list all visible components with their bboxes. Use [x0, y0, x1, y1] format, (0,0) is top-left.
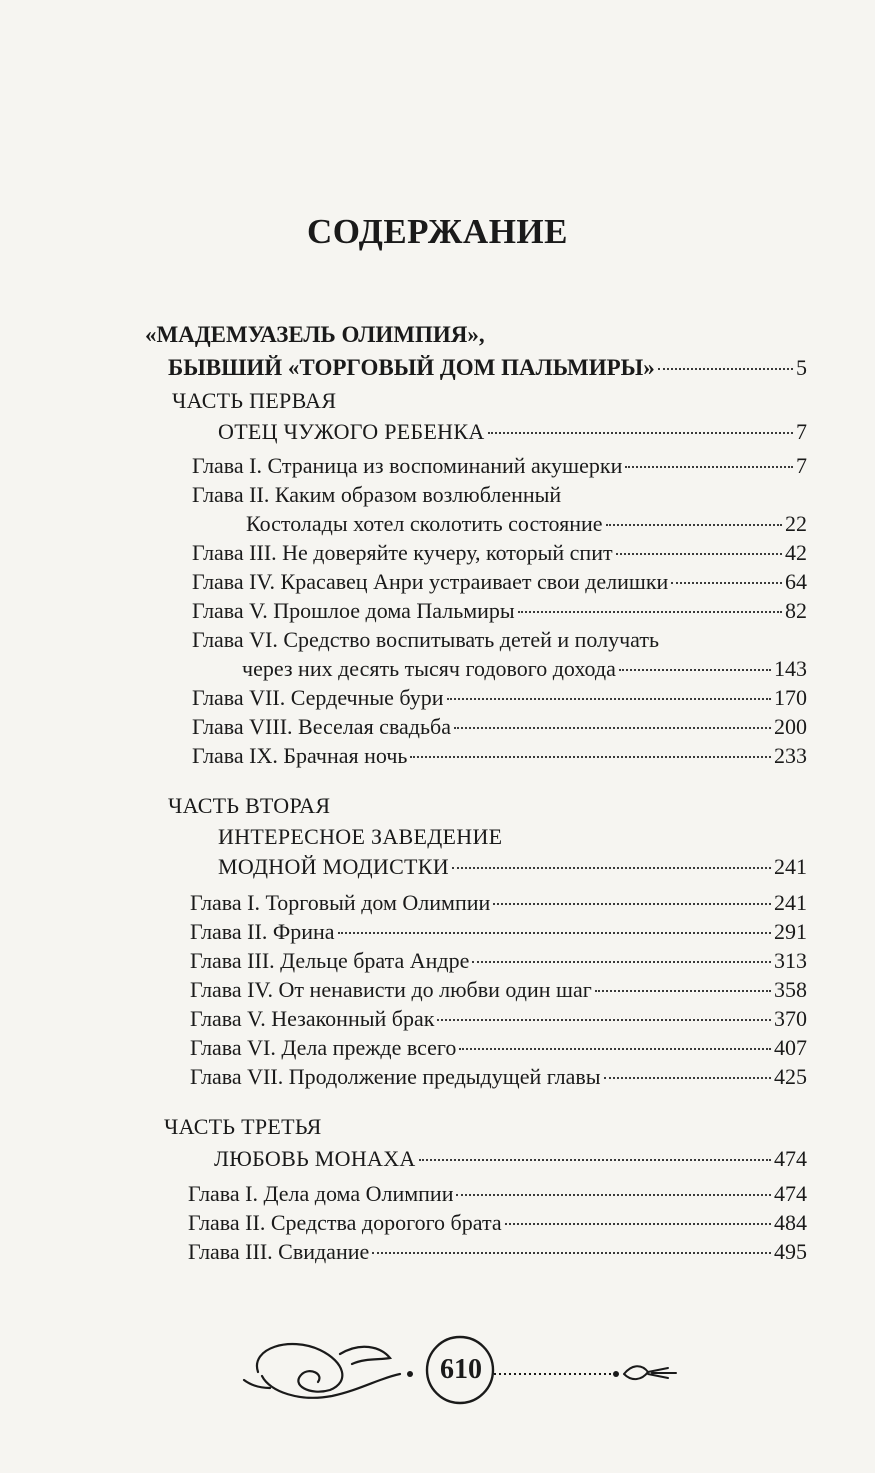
chapter-title: Глава VIII. Веселая свадьба [192, 714, 451, 739]
page-ref: 474 [774, 1146, 807, 1171]
chapter-title: Глава I. Торговый дом Олимпии [190, 890, 491, 915]
chapter-title: Глава IV. Красавец Анри устраивает свои делишки [192, 569, 669, 594]
toc-entry-part2[interactable] [218, 854, 807, 884]
page-ref: 22 [785, 511, 807, 536]
dot-leader [472, 961, 771, 963]
toc-entry-chapter[interactable] [192, 453, 807, 483]
page-ref: 170 [774, 685, 807, 710]
chapter-title: Глава II. Каким образом возлюбленный [192, 482, 562, 507]
page-title: СОДЕРЖАНИЕ [306, 212, 568, 251]
page-ref: 291 [774, 919, 807, 944]
dot-leader [456, 1194, 771, 1196]
chapter-title: Глава VII. Продолжение предыдущей главы [190, 1064, 601, 1089]
part2-subtitle-line1: ИНТЕРЕСНОЕ ЗАВЕДЕНИЕ [218, 824, 503, 849]
dot-leader [419, 1159, 771, 1161]
dot-leader [619, 669, 771, 671]
dot-leader [606, 524, 782, 526]
toc-entry-chapter[interactable] [188, 1239, 807, 1269]
toc-entry-chapter[interactable] [190, 1006, 807, 1036]
ornament-dot [407, 1371, 413, 1377]
toc-entry-chapter[interactable] [192, 714, 807, 744]
dot-leader [518, 611, 782, 613]
dot-leader [410, 756, 771, 758]
dot-leader [459, 1048, 771, 1050]
chapter-title: Глава I. Страница из воспоминаний акушерки [192, 453, 623, 478]
dot-leader [372, 1252, 771, 1254]
chapter-title: Глава II. Фрина [190, 919, 335, 944]
chapter-title: Глава IV. От ненависти до любви один шаг [190, 977, 592, 1002]
chapter-title: Глава IX. Брачная ночь [192, 743, 408, 768]
ornament-dot [613, 1371, 619, 1377]
page-ref: 495 [774, 1239, 807, 1264]
dot-leader [505, 1223, 771, 1225]
toc-entry-chapter[interactable] [190, 948, 807, 978]
page-ref: 407 [774, 1035, 807, 1060]
toc-entry-chapter[interactable] [190, 1035, 807, 1065]
chapter-title: Глава VI. Средство воспитывать детей и получать [192, 627, 660, 652]
main-work-title-line2: БЫВШИЙ «ТОРГОВЫЙ ДОМ ПАЛЬМИРЫ» [168, 355, 655, 380]
page-ref: 7 [796, 453, 807, 478]
dot-leader [454, 727, 771, 729]
toc-entry-chapter[interactable] [192, 569, 807, 599]
page-ref: 200 [774, 714, 807, 739]
page-ref: 143 [774, 656, 807, 681]
dot-leader [671, 582, 782, 584]
part3-subtitle: ЛЮБОВЬ МОНАХА [214, 1146, 416, 1171]
page-ref: 484 [774, 1210, 807, 1235]
toc-entry-chapter[interactable] [190, 890, 807, 920]
toc-entry-chapter[interactable] [246, 511, 807, 541]
page-ref: 82 [785, 598, 807, 623]
page-ref: 241 [774, 854, 807, 879]
main-work-title-line1: «МАДЕМУАЗЕЛЬ ОЛИМПИЯ», [145, 322, 485, 347]
dot-leader [625, 466, 793, 468]
toc-entry-chapter[interactable] [190, 977, 807, 1007]
toc-entry-chapter[interactable] [188, 1181, 807, 1211]
part3-heading: ЧАСТЬ ТРЕТЬЯ [164, 1114, 322, 1139]
part1-subtitle: ОТЕЦ ЧУЖОГО РЕБЕНКА [218, 419, 485, 444]
chapter-title: Глава III. Свидание [188, 1239, 370, 1264]
page-ref: 233 [774, 743, 807, 768]
toc-entry-chapter[interactable] [192, 598, 807, 628]
chapter-title: Глава I. Дела дома Олимпии [188, 1181, 454, 1206]
dot-leader [493, 903, 771, 905]
chapter-title: Глава III. Не доверяйте кучеру, который спит [192, 540, 613, 565]
dot-leader [338, 932, 771, 934]
dot-leader [616, 553, 782, 555]
page-ref: 42 [785, 540, 807, 565]
part1-heading: ЧАСТЬ ПЕРВАЯ [172, 388, 337, 413]
chapter-title-continued: Костолады хотел сколотить состояние [246, 511, 603, 536]
dot-leader [595, 990, 771, 992]
chapter-title: Глава V. Прошлое дома Пальмиры [192, 598, 515, 623]
chapter-title: Глава VII. Сердечные бури [192, 685, 444, 710]
part2-subtitle-line2: МОДНОЙ МОДИСТКИ [218, 854, 449, 879]
toc-entry-chapter[interactable] [190, 919, 807, 949]
dot-leader [488, 432, 793, 434]
page-ref: 7 [796, 419, 807, 444]
page-ref: 370 [774, 1006, 807, 1031]
toc-entry-part3[interactable] [214, 1146, 807, 1176]
dot-leader [604, 1077, 771, 1079]
toc-entry-part1[interactable] [218, 419, 807, 449]
chapter-title-continued: через них десять тысяч годового дохода [242, 656, 616, 681]
dot-leader [447, 698, 771, 700]
dot-leader [437, 1019, 771, 1021]
part2-heading: ЧАСТЬ ВТОРАЯ [168, 793, 331, 818]
toc-entry-chapter[interactable] [192, 743, 807, 773]
page-ref: 425 [774, 1064, 807, 1089]
page-ref: 5 [796, 355, 807, 380]
page-ref: 313 [774, 948, 807, 973]
dot-leader [452, 867, 771, 869]
chapter-title: Глава V. Незаконный брак [190, 1006, 435, 1031]
chapter-title: Глава II. Средства дорогого брата [188, 1210, 502, 1235]
page-ref: 474 [774, 1181, 807, 1206]
toc-entry-main-work[interactable] [168, 355, 807, 385]
page-ref: 64 [785, 569, 807, 594]
toc-entry-chapter[interactable] [188, 1210, 807, 1240]
chapter-title: Глава VI. Дела прежде всего [190, 1035, 457, 1060]
toc-entry-chapter[interactable] [190, 1064, 807, 1094]
dot-leader [658, 368, 793, 370]
page-ref: 358 [774, 977, 807, 1002]
page-number: 610 [440, 1354, 482, 1385]
toc-entry-chapter[interactable] [192, 685, 807, 715]
chapter-title: Глава III. Дельце брата Андре [190, 948, 470, 973]
toc-entry-chapter[interactable] [192, 540, 807, 570]
page-ref: 241 [774, 890, 807, 915]
toc-entry-chapter[interactable] [242, 656, 807, 686]
